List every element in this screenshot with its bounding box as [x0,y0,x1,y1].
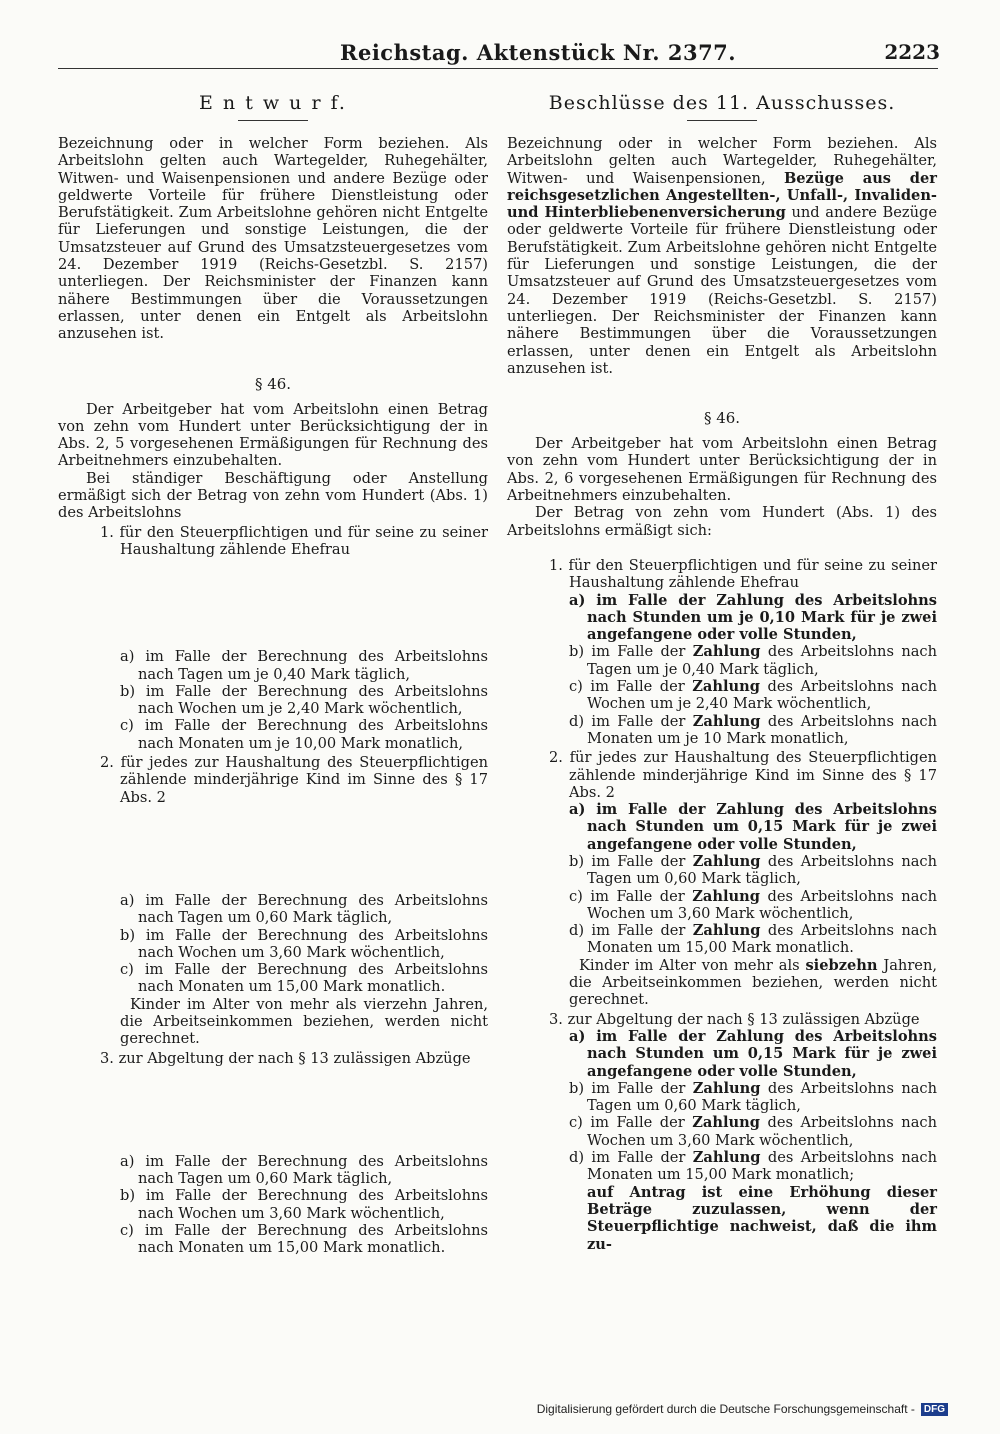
credit-text: Digitalisierung gefördert durch die Deutsche Forschungsgemeinschaft - [536,1402,915,1416]
committee-item-3d: d) im Falle der Zahlung des Arbeitslohns nach Monaten um 15,00 Mark monatlich; [569,1149,937,1184]
committee-item-2b: b) im Falle der Zahlung des Arbeitslohns nach Tagen um 0,60 Mark täglich, [569,852,937,888]
draft-item-3c: c) im Falle der Berechnung des Arbeitslohns nach Monaten um 15,00 Mark monatlich. [120,1222,488,1257]
committee-item-1a: a) im Falle der Zahlung des Arbeitslohns nach Stunden um je 0,10 Mark für je zwei angefangene oder volle Stunden, [569,591,937,644]
page-number: 2223 [884,40,940,64]
draft-item-2: 2. für jedes zur Haushaltung des Steuerpflichtigen zählende minderjährige Kind im Sinne des § 17 Abs. 2 [100,754,488,806]
committee-item-3: 3. zur Abgeltung der nach § 13 zulässigen Abzüge [549,1010,920,1028]
committee-item-1b: b) im Falle der Zahlung des Arbeitslohns nach Tagen um je 0,40 Mark täglich, [569,643,937,678]
committee-column [507,92,937,1253]
draft-paragraph-2: Bei ständiger Beschäftigung oder Anstellung ermäßigt sich der Betrag von zehn vom Hundert (Abs. 1) des Arbeitslohns [58,469,488,522]
committee-antrag: auf Antrag ist eine Erhöhung dieser Beträge zuzulassen, wenn der Steuerpflichtige nachweist, daß die ihm zu- [587,1183,937,1253]
committee-item-2: 2. für jedes zur Haushaltung des Steuerpflichtigen zählende minderjährige Kind im Sinne des § 17 Abs. 2 [549,749,937,801]
draft-kinder-note: Kinder im Alter von mehr als vierzehn Jahren, die Arbeitseinkommen beziehen, werden nicht gerechnet. [120,995,488,1048]
section-heading: § 46. [254,374,292,393]
draft-item-2c: c) im Falle der Berechnung des Arbeitslohns nach Monaten um 15,00 Mark monatlich. [120,961,488,996]
header-rule [58,68,938,69]
dfg-logo: DFG [921,1403,948,1416]
draft-item-3b: b) im Falle der Berechnung des Arbeitslohns nach Wochen um 3,60 Mark wöchentlich, [120,1187,488,1222]
running-header: Reichstag. Aktenstück Nr. 2377. [340,40,737,65]
committee-item-1d: d) im Falle der Zahlung des Arbeitslohns nach Monaten um je 10 Mark monatlich, [569,712,937,747]
committee-intro: Bezeichnung oder in welcher Form beziehen. Als Arbeitslohn gelten auch Wartegelder, Ruhegehälter, Witwen- und Waisenpensionen, Bezüge aus der reichsgesetzlichen Angestellten-, Unfall-, Invaliden- und Hinterbliebenenversicherung und andere Bezüge oder geldwerte Vorteile für frühere Dienstleistung oder Berufstätigkeit. Zum Arbeitslohne gehören nicht Entgelte für Lieferungen und sonstige Leistungen, die der Umsatzsteuer auf Grund des Umsatzsteuergesetzes vom 24. Dezember 1919 (Reichs-Gesetzbl. S. 2157) unterliegen. Der Reichsminister der Finanzen kann nähere Bestimmungen über die Voraussetzungen erlassen, unter denen ein Entgelt als Arbeitslohn anzusehen ist. [507,135,937,377]
committee-item-3b: b) im Falle der Zahlung des Arbeitslohns nach Tagen um 0,60 Mark täglich, [569,1079,937,1115]
draft-item-2a: a) im Falle der Berechnung des Arbeitslohns nach Tagen um 0,60 Mark täglich, [120,891,488,927]
committee-item-2d: d) im Falle der Zahlung des Arbeitslohns nach Monaten um 15,00 Mark monatlich. [569,922,937,957]
committee-item-1: 1. für den Steuerpflichtigen und für seine zu seiner Haushaltung zählende Ehefrau [549,556,937,592]
committee-item-2c: c) im Falle der Zahlung des Arbeitslohns nach Wochen um 3,60 Mark wöchentlich, [569,887,937,922]
committee-title: Beschlüsse des 11. Ausschusses. [548,92,896,114]
draft-item-3a: a) im Falle der Berechnung des Arbeitslohns nach Tagen um 0,60 Mark täglich, [120,1152,488,1188]
committee-kinder-note: Kinder im Alter von mehr als siebzehn Jahren, die Arbeitseinkommen beziehen, werden nicht gerechnet. [569,956,937,1009]
committee-item-2a: a) im Falle der Zahlung des Arbeitslohns nach Stunden um 0,15 Mark für je zwei angefangene oder volle Stunden, [569,801,937,853]
digitization-credit [537,1402,948,1416]
draft-item-1: 1. für den Steuerpflichtigen und für seine zu seiner Haushaltung zählende Ehefrau [100,523,488,558]
committee-item-3c: c) im Falle der Zahlung des Arbeitslohns nach Wochen um 3,60 Mark wöchentlich, [569,1114,937,1149]
committee-paragraph-2: Der Betrag von zehn vom Hundert (Abs. 1) des Arbeitslohns ermäßigt sich: [507,504,937,539]
committee-item-3a: a) im Falle der Zahlung des Arbeitslohns nach Stunden um 0,15 Mark für je zwei angefangene oder volle Stunden, [569,1027,937,1080]
draft-item-3: 3. zur Abgeltung der nach § 13 zulässigen Abzüge [100,1049,471,1067]
draft-title: E n t w u r f. [199,92,347,114]
title-rule [687,120,757,121]
draft-item-1c: c) im Falle der Berechnung des Arbeitslohns nach Monaten um je 10,00 Mark monatlich, [120,717,488,752]
draft-paragraph-1: Der Arbeitgeber hat vom Arbeitslohn einen Betrag von zehn vom Hundert unter Berücksichtigung der in Abs. 2, 5 vorgesehenen Ermäßigungen für Rechnung des Arbeitnehmers einzubehalten. [58,400,488,470]
section-heading: § 46. [703,409,741,428]
draft-item-1a: a) im Falle der Berechnung des Arbeitslohns nach Tagen um je 0,40 Mark täglich, [120,648,488,683]
draft-column [58,92,488,1257]
committee-paragraph-1: Der Arbeitgeber hat vom Arbeitslohn einen Betrag von zehn vom Hundert unter Berücksichtigung der in Abs. 2, 6 vorgesehenen Ermäßigungen für Rechnung des Arbeitnehmers einzubehalten. [507,435,937,505]
draft-intro: Bezeichnung oder in welcher Form beziehen. Als Arbeitslohn gelten auch Wartegelder, Ruhegehälter, Witwen- und Waisenpensionen und andere Bezüge oder geldwerte Vorteile für frühere Dienstleistung oder Berufstätigkeit. Zum Arbeitslohne gehören nicht Entgelte für Lieferungen und sonstige Leistungen, die der Umsatzsteuer auf Grund des Umsatzsteuergesetzes vom 24. Dezember 1919 (Reichs-Gesetzbl. S. 2157) unterliegen. Der Reichsminister der Finanzen kann nähere Bestimmungen über die Voraussetzungen erlassen, unter denen ein Entgelt als Arbeitslohn anzusehen ist. [58,135,488,343]
title-rule [238,120,308,121]
draft-item-1b: b) im Falle der Berechnung des Arbeitslohns nach Wochen um je 2,40 Mark wöchentlich, [120,682,488,718]
committee-item-1c: c) im Falle der Zahlung des Arbeitslohns nach Wochen um je 2,40 Mark wöchentlich, [569,678,937,713]
draft-item-2b: b) im Falle der Berechnung des Arbeitslohns nach Wochen um 3,60 Mark wöchentlich, [120,926,488,961]
